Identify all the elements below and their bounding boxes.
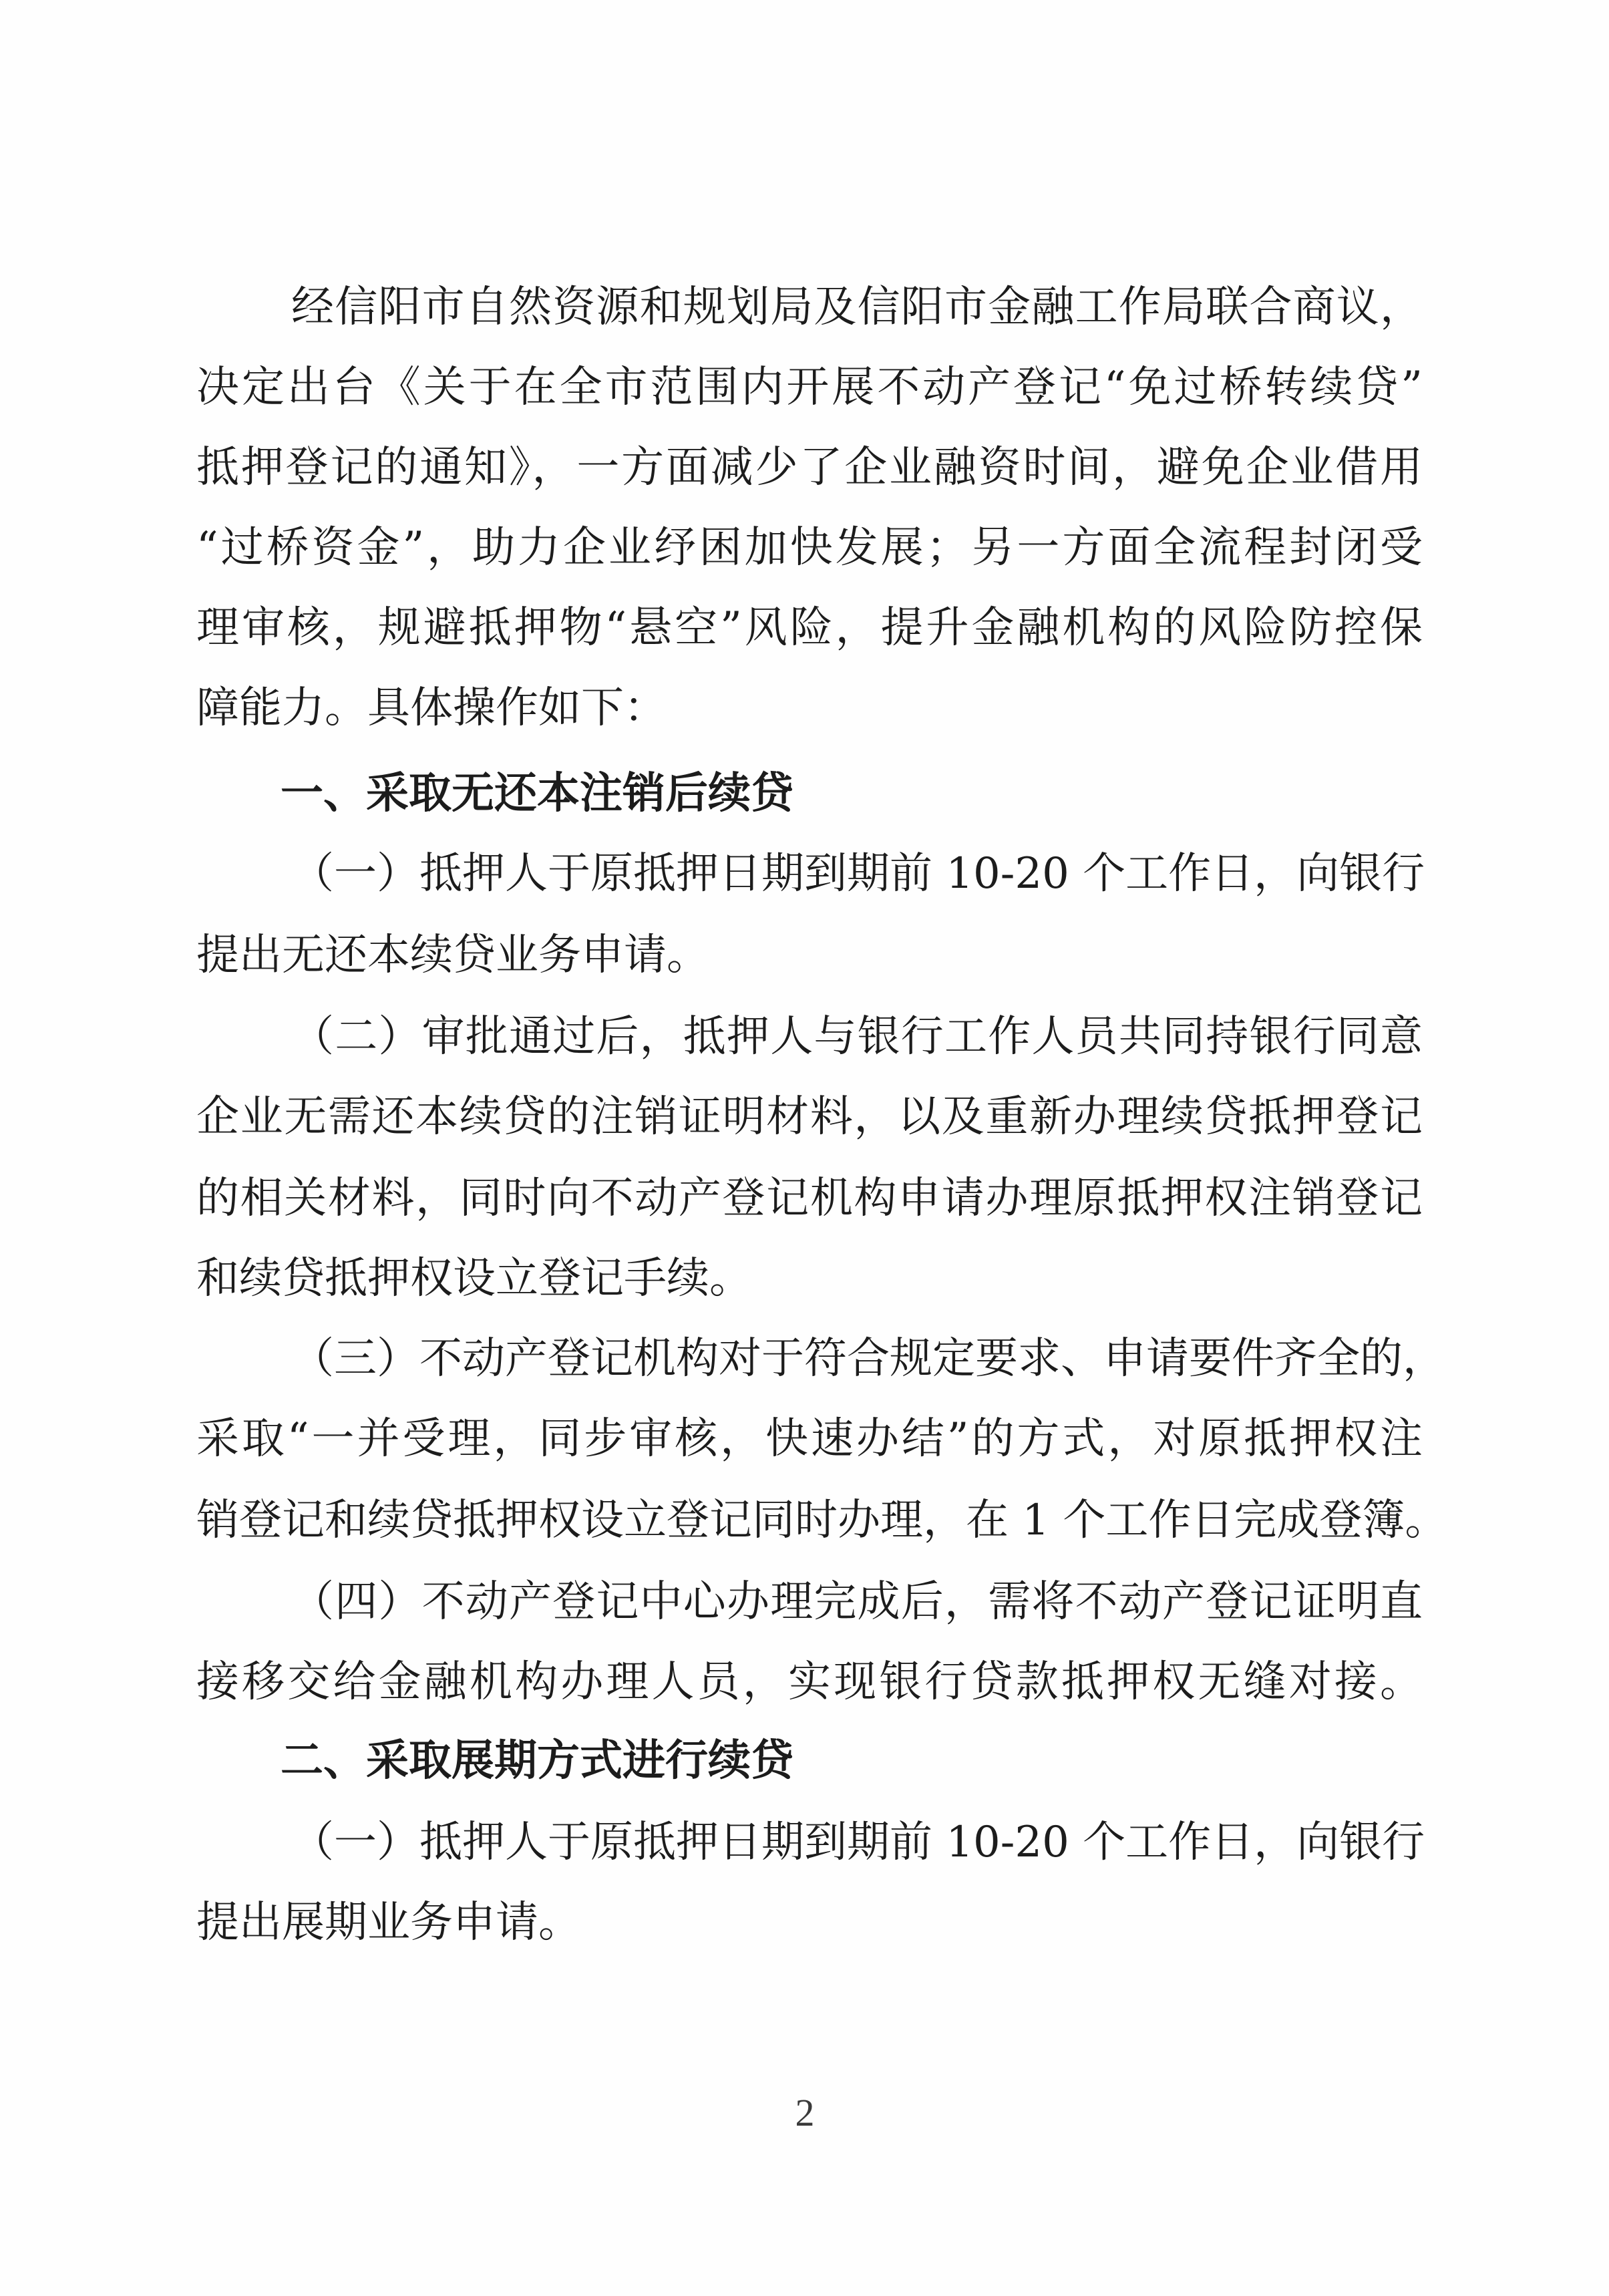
item-1-2-line-4: 和续贷抵押权设立登记手续。 xyxy=(196,1254,752,1303)
paragraph-intro-line-3: 抵押登记的通知》，一方面减少了企业融资时间，避免企业借用 xyxy=(196,443,1423,492)
paragraph-intro-line-6: 障能力。具体操作如下： xyxy=(196,683,667,733)
item-1-3-line-3: 销登记和续贷抵押权设立登记同时办理，在 1 个工作日完成登簿。 xyxy=(196,1496,1448,1545)
item-1-4-line-1: （四）不动产登记中心办理完成后，需将不动产登记证明直 xyxy=(291,1577,1423,1627)
item-1-3-line-1: （三）不动产登记机构对于符合规定要求、申请要件齐全的， xyxy=(291,1334,1445,1383)
paragraph-intro-line-5: 理审核，规避抵押物“悬空”风险，提升金融机构的风险防控保 xyxy=(196,603,1423,653)
item-1-2-line-3: 的相关材料，同时向不动产登记机构申请办理原抵押权注销登记 xyxy=(196,1174,1423,1223)
item-2-1-line-1: （一）抵押人于原抵押日期到期前 10-20 个工作日，向银行 xyxy=(291,1818,1425,1867)
item-1-2-line-1: （二）审批通过后，抵押人与银行工作人员共同持银行同意 xyxy=(291,1012,1423,1061)
paragraph-intro-line-1: 经信阳市自然资源和规划局及信阳市金融工作局联合商议， xyxy=(291,283,1423,332)
section-heading-1: 一、采取无还本注销后续贷 xyxy=(281,769,793,818)
item-1-3-line-2: 采取“一并受理，同步审核，快速办结”的方式，对原抵押权注 xyxy=(196,1414,1423,1464)
paragraph-intro-line-4: “过桥资金”，助力企业纾困加快发展；另一方面全流程封闭受 xyxy=(196,523,1423,572)
paragraph-intro-line-2: 决定出台《关于在全市范围内开展不动产登记“免过桥转续贷” xyxy=(196,363,1423,412)
item-1-2-line-2: 企业无需还本续贷的注销证明材料，以及重新办理续贷抵押登记 xyxy=(196,1092,1423,1142)
item-1-4-line-2: 接移交给金融机构办理人员，实现银行贷款抵押权无缝对接。 xyxy=(196,1657,1423,1707)
item-2-1-line-2: 提出展期业务申请。 xyxy=(196,1898,581,1947)
item-1-1-line-2: 提出无还本续贷业务申请。 xyxy=(196,931,709,980)
section-heading-2: 二、采取展期方式进行续贷 xyxy=(281,1736,793,1786)
item-1-1-line-1: （一）抵押人于原抵押日期到期前 10-20 个工作日，向银行 xyxy=(291,849,1425,898)
page-number: 2 xyxy=(795,2091,815,2134)
